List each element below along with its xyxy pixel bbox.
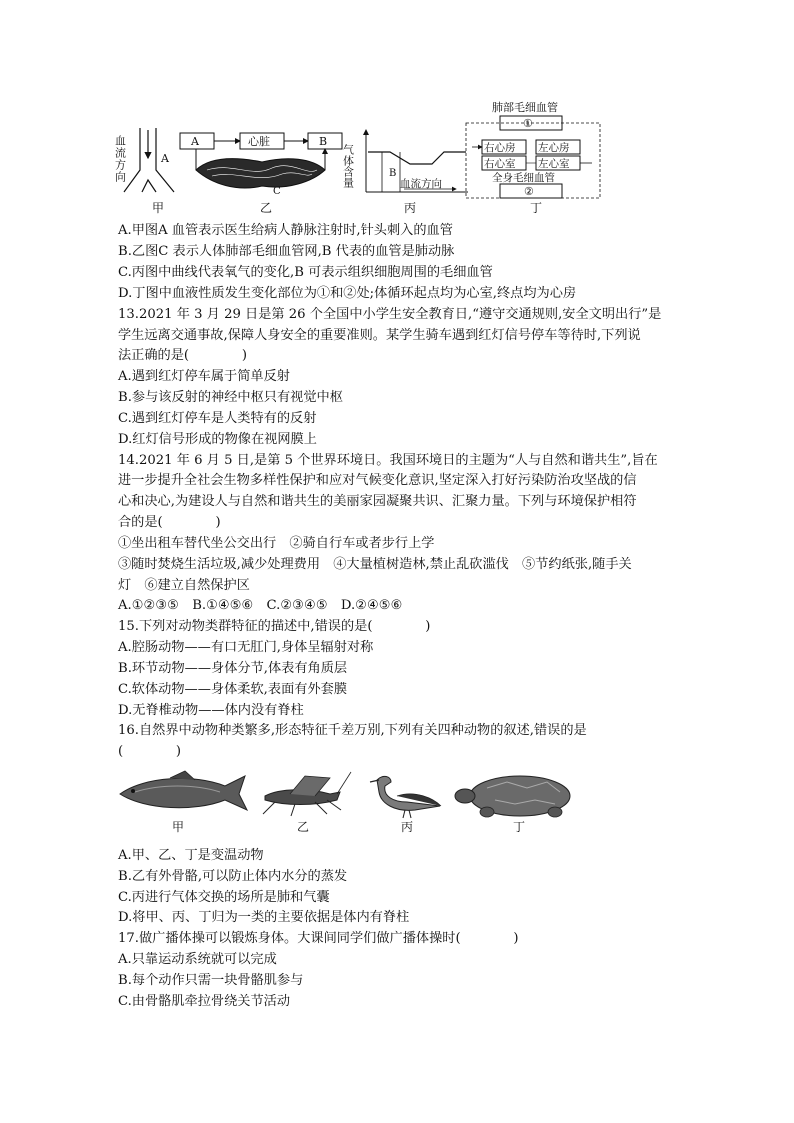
caption-ding: 丁: [530, 201, 543, 215]
caption-bing: 丙: [404, 201, 417, 215]
q13-option-a: A.遇到红灯停车属于简单反射: [118, 369, 290, 384]
q14-item-line-3: 灯 ⑥建立自然保护区: [118, 578, 250, 593]
q15-stem: 15.下列对动物类群特征的描述中,错误的是( ): [118, 619, 431, 634]
q16-option-c: C.丙进行气体交换的场所是肺和气囊: [118, 890, 330, 905]
blood-flow-label-1: 血流方向: [113, 135, 127, 183]
q15-option-a: A.腔肠动物——有口无肛门,身体呈辐射对称: [118, 640, 374, 655]
box-a: A: [191, 135, 199, 148]
vessel-a-label: A: [161, 152, 169, 165]
q16-stem-2: ( ): [118, 744, 182, 759]
q16-option-b: B.乙有外骨骼,可以防止体内水分的蒸发: [118, 869, 348, 884]
left-ventricle: 左心室: [538, 158, 570, 170]
q17-option-c: C.由骨骼肌牵拉骨绕关节活动: [118, 994, 291, 1009]
q15-option-b: B.环节动物——身体分节,体表有角质层: [118, 661, 348, 676]
q13-option-c: C.遇到红灯停车是人类特有的反射: [118, 411, 317, 426]
turtle-image: [455, 776, 570, 817]
q15-option-c: C.软体动物——身体柔软,表面有外套膜: [118, 682, 348, 697]
q14-stem-3: 心和决心,为建设人与自然和谐共生的美丽家园凝聚共识、汇聚力量。下列与环境保护相符: [118, 494, 637, 509]
q12-option-b: B.乙图C 表示人体肺部毛细血管网,B 代表的血管是肺动脉: [118, 244, 455, 259]
figure-jia: [114, 128, 175, 192]
region-b: B: [389, 168, 397, 179]
right-atrium: 右心房: [484, 142, 516, 154]
box-heart: 心脏: [248, 135, 270, 148]
q16-option-a: A.甲、乙、丁是变温动物: [118, 848, 264, 863]
bird-image: [370, 776, 441, 818]
q12-option-d: D.丁图中血液性质发生变化部位为①和②处;体循环起点均为心室,终点均为心房: [118, 286, 577, 301]
q17-option-b: B.每个动作只需一块骨骼肌参与: [118, 973, 304, 988]
figure-yi: [180, 133, 342, 197]
q13-option-d: D.红灯信号形成的物像在视网膜上: [118, 432, 317, 447]
circle-1: ①: [523, 117, 533, 130]
circle-2: ②: [524, 185, 534, 198]
grasshopper-image: [263, 772, 351, 816]
q17-stem: 17.做广播体操可以锻炼身体。大课间同学们做广播体操时( ): [118, 931, 519, 946]
q14-stem-2: 进一步提升全社会生物多样性保护和应对气候变化意识,坚定深入打好污染防治攻坚战的信: [118, 473, 637, 488]
q14-stem-1: 14.2021 年 6 月 5 日,是第 5 个世界环境日。我国环境日的主题为“人与自然和谐共生”,旨在: [118, 453, 658, 468]
q12-option-c: C.丙图中曲线代表氧气的变化,B 可表示组织细胞周围的毛细血管: [118, 265, 493, 280]
animal-label-ding: 丁: [513, 820, 526, 834]
lung-capillary-label: 肺部毛细血管: [492, 101, 558, 114]
box-b: B: [319, 135, 328, 148]
q13-stem-1: 13.2021 年 3 月 29 日是第 26 个全国中小学生安全教育日,“遵守交通规则,安全文明出行”是: [118, 307, 662, 322]
q13-stem-2: 学生远离交通事故,保障人身安全的重要准则。某学生骑车遇到红灯信号停车等待时,下列说: [118, 328, 641, 343]
q14-options: A.①②③⑤ B.①④⑤⑥ C.②③④⑤ D.②④⑤⑥: [118, 598, 403, 613]
figure-ding: [466, 100, 600, 198]
animal-label-jia: 甲: [172, 820, 185, 834]
q17-option-a: A.只靠运动系统就可以完成: [118, 952, 277, 967]
q14-stem-4: 合的是( ): [118, 515, 221, 530]
net-c-label: C: [273, 186, 281, 197]
body-capillary-label: 全身毛细血管: [492, 172, 555, 184]
circulation-figures: [112, 100, 612, 215]
caption-jia: 甲: [152, 201, 165, 215]
q14-item-line-2: ③随时焚烧生活垃圾,减少处理费用 ④大量植树造林,禁止乱砍滥伐 ⑤节约纸张,随手关: [118, 557, 632, 572]
figure-bing: [342, 130, 469, 192]
q13-option-b: B.参与该反射的神经中枢只有视觉中枢: [118, 390, 343, 405]
left-atrium: 左心房: [538, 142, 570, 154]
right-ventricle: 右心室: [484, 158, 516, 170]
q16-stem-1: 16.自然界中动物种类繁多,形态特征千差万别,下列有关四种动物的叙述,错误的是: [118, 723, 587, 738]
q13-stem-3: 法正确的是( ): [118, 348, 247, 363]
animal-label-yi: 乙: [297, 820, 310, 834]
q15-option-d: D.无脊椎动物——体内没有脊柱: [118, 703, 304, 718]
gas-content-label: 气体含量: [341, 144, 355, 188]
q16-option-d: D.将甲、丙、丁归为一类的主要依据是体内有脊柱: [118, 910, 410, 925]
bing-xlabel: 血流方向: [400, 178, 442, 190]
caption-yi: 乙: [260, 201, 273, 215]
q12-option-a: A.甲图A 血管表示医生给病人静脉注射时,针头刺入的血管: [118, 223, 453, 238]
fish-image: [120, 771, 247, 810]
animal-label-bing: 丙: [401, 820, 414, 834]
q14-item-line-1: ①坐出租车替代坐公交出行 ②骑自行车或者步行上学: [118, 536, 435, 551]
